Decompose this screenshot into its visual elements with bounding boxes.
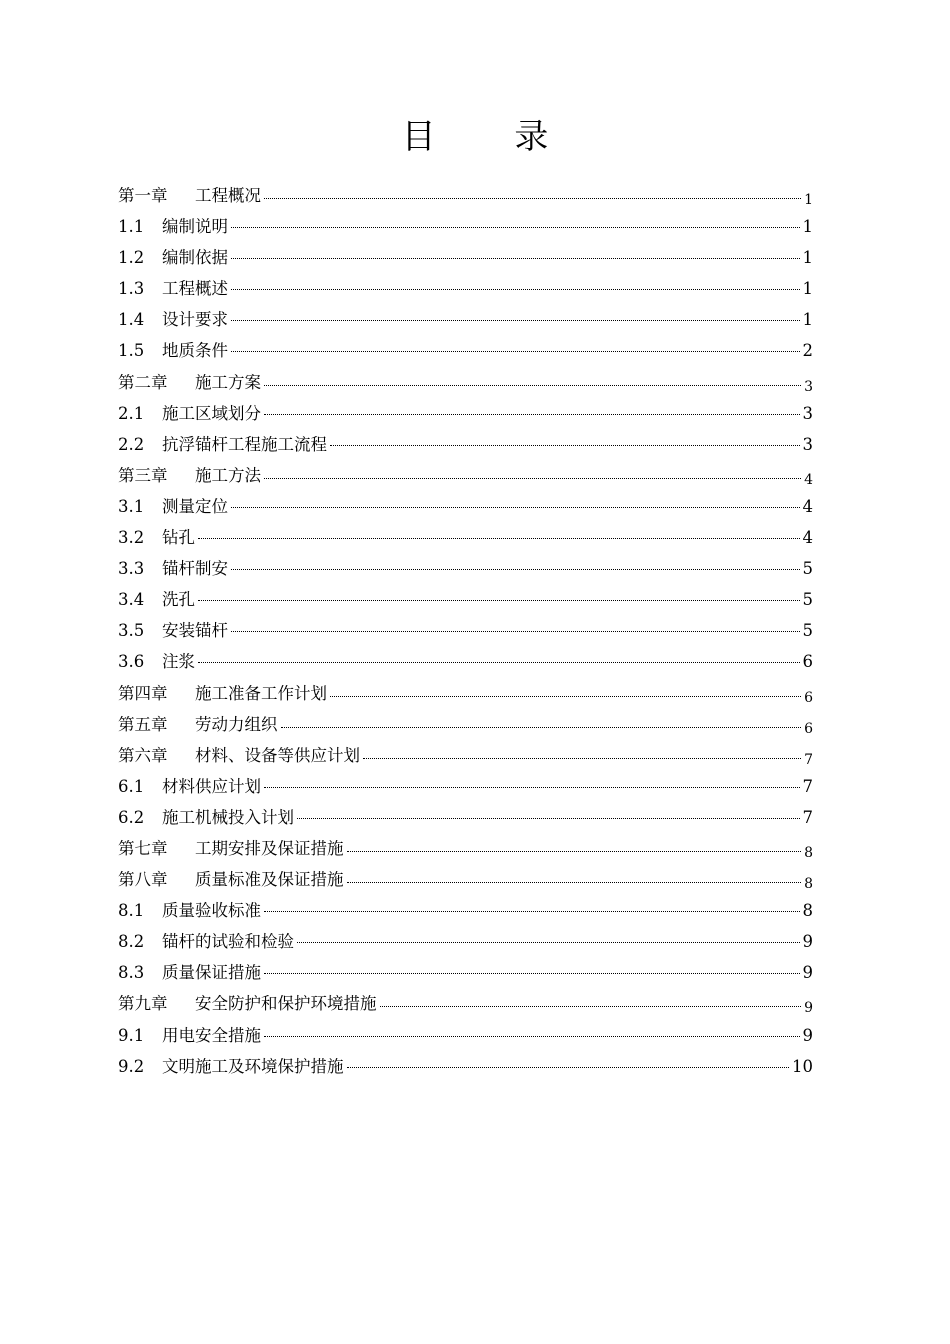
toc-dot-leader <box>264 198 801 199</box>
toc-entry-title: 质量标准及保证措施 <box>195 870 344 890</box>
toc-section-entry[interactable] <box>118 584 813 615</box>
toc-section-entry[interactable] <box>118 398 813 429</box>
toc-page-number: 3 <box>802 434 813 454</box>
toc-chapter-entry[interactable] <box>118 180 813 211</box>
toc-section-entry[interactable] <box>118 335 813 366</box>
toc-page-number: 9 <box>802 963 813 983</box>
toc-entry-title: 安全防护和保护环境措施 <box>195 994 377 1014</box>
toc-entry-number: 第二章 <box>118 372 168 392</box>
toc-page-number: 5 <box>802 590 813 610</box>
toc-entry-number: 8.1 <box>118 901 145 921</box>
toc-entry-number: 3.6 <box>118 652 145 672</box>
toc-dot-leader <box>231 507 800 508</box>
toc-entry-title: 质量保证措施 <box>162 963 261 983</box>
toc-entry-number: 3.4 <box>118 590 145 610</box>
toc-entry-number: 2.2 <box>118 434 145 454</box>
toc-entry-number: 第一章 <box>118 186 168 205</box>
toc-page-number: 1 <box>802 248 813 268</box>
toc-dot-leader <box>347 851 802 852</box>
toc-page-number: 7 <box>804 751 813 768</box>
toc-entry-title: 用电安全措施 <box>162 1025 261 1045</box>
toc-page-number: 8 <box>804 876 813 893</box>
toc-page-number: 6 <box>802 652 813 672</box>
toc-entry-number: 第四章 <box>118 683 168 703</box>
toc-dot-leader <box>198 662 800 663</box>
toc-entry-number: 3.3 <box>118 559 145 579</box>
toc-entry-title: 测量定位 <box>162 496 228 516</box>
toc-page-number: 9 <box>802 932 813 952</box>
toc-entry-number: 8.3 <box>118 963 145 983</box>
toc-dot-leader <box>264 1036 800 1037</box>
toc-entry-title: 材料供应计划 <box>162 776 261 796</box>
toc-chapter-entry[interactable] <box>118 833 813 864</box>
toc-dot-leader <box>380 1006 802 1007</box>
toc-page-number: 3 <box>802 403 813 423</box>
toc-section-entry[interactable] <box>118 1020 813 1051</box>
toc-section-entry[interactable] <box>118 273 813 304</box>
toc-page-number: 4 <box>804 471 813 488</box>
toc-section-entry[interactable] <box>118 491 813 522</box>
toc-entry-title: 施工方案 <box>195 372 261 392</box>
toc-entry-title: 抗浮锚杆工程施工流程 <box>162 434 327 454</box>
toc-dot-leader <box>297 818 800 819</box>
toc-entry-title: 安装锚杆 <box>162 621 228 641</box>
toc-section-entry[interactable] <box>118 522 813 553</box>
toc-page-number: 1 <box>802 279 813 299</box>
toc-page-number: 7 <box>802 776 813 796</box>
toc-entry-title: 施工方法 <box>195 465 261 485</box>
toc-dot-leader <box>330 445 800 446</box>
toc-entry-title: 文明施工及环境保护措施 <box>162 1056 344 1076</box>
toc-entry-number: 第三章 <box>118 465 168 485</box>
toc-page-number: 10 <box>792 1056 813 1076</box>
toc-chapter-entry[interactable] <box>118 740 813 771</box>
toc-section-entry[interactable] <box>118 553 813 584</box>
toc-page-number: 5 <box>802 559 813 579</box>
toc-entry-number: 8.2 <box>118 932 145 952</box>
toc-page-number: 1 <box>802 310 813 330</box>
toc-dot-leader <box>231 351 800 352</box>
toc-entry-title: 质量验收标准 <box>162 901 261 921</box>
toc-chapter-entry[interactable] <box>118 367 813 398</box>
toc-section-entry[interactable] <box>118 926 813 957</box>
toc-entry-number: 2.1 <box>118 403 145 423</box>
page-title: 目 录 <box>401 117 583 157</box>
toc-section-entry[interactable] <box>118 211 813 242</box>
toc-entry-title: 劳动力组织 <box>195 714 278 734</box>
toc-chapter-entry[interactable] <box>118 709 813 740</box>
toc-entry-title: 地质条件 <box>162 341 228 361</box>
toc-section-entry[interactable] <box>118 615 813 646</box>
toc-chapter-entry[interactable] <box>118 864 813 895</box>
toc-section-entry[interactable] <box>118 242 813 273</box>
toc-page-number: 1 <box>804 192 813 208</box>
toc-entry-title: 施工机械投入计划 <box>162 807 294 827</box>
toc-entry-number: 3.2 <box>118 528 145 548</box>
toc-dot-leader <box>264 478 801 479</box>
toc-entry-number: 3.1 <box>118 496 145 516</box>
toc-page-number: 6 <box>804 689 813 706</box>
toc-dot-leader <box>198 600 800 601</box>
toc-entry-title: 编制依据 <box>162 248 228 268</box>
toc-dot-leader <box>264 385 801 386</box>
toc-section-entry[interactable] <box>118 1051 813 1082</box>
toc-dot-leader <box>281 727 802 728</box>
toc-entry-number: 第七章 <box>118 838 168 858</box>
toc-dot-leader <box>347 882 802 883</box>
toc-entry-number: 9.2 <box>118 1056 145 1076</box>
toc-section-entry[interactable] <box>118 646 813 677</box>
toc-page-number: 8 <box>802 901 813 921</box>
toc-entry-number: 3.5 <box>118 621 145 641</box>
toc-page-number: 9 <box>802 1025 813 1045</box>
toc-entry-title: 锚杆制安 <box>162 559 228 579</box>
toc-entry-number: 第八章 <box>118 870 168 890</box>
toc-entry-title: 编制说明 <box>162 217 228 237</box>
table-of-contents <box>118 180 813 1082</box>
toc-entry-title: 施工准备工作计划 <box>195 683 327 703</box>
toc-section-entry[interactable] <box>118 771 813 802</box>
toc-page-number: 6 <box>804 720 813 737</box>
toc-dot-leader <box>231 258 800 259</box>
toc-entry-number: 1.4 <box>118 310 145 330</box>
toc-entry-title: 钻孔 <box>162 528 195 548</box>
toc-page-number: 5 <box>802 621 813 641</box>
toc-entry-title: 工期安排及保证措施 <box>195 838 344 858</box>
toc-dot-leader <box>297 942 800 943</box>
toc-page-number: 2 <box>802 341 813 361</box>
toc-page-number: 7 <box>802 807 813 827</box>
toc-entry-title: 工程概述 <box>162 279 228 299</box>
toc-entry-number: 9.1 <box>118 1025 145 1045</box>
toc-section-entry[interactable] <box>118 895 813 926</box>
toc-entry-number: 第九章 <box>118 994 168 1014</box>
toc-page-number: 4 <box>802 496 813 516</box>
toc-dot-leader <box>231 227 800 228</box>
toc-dot-leader <box>347 1067 790 1068</box>
toc-dot-leader <box>264 973 800 974</box>
toc-section-entry[interactable] <box>118 802 813 833</box>
toc-entry-number: 第五章 <box>118 714 168 734</box>
toc-entry-number: 6.2 <box>118 807 145 827</box>
toc-entry-number: 1.1 <box>118 217 145 237</box>
toc-dot-leader <box>264 911 800 912</box>
toc-entry-number: 1.5 <box>118 341 145 361</box>
toc-page-number: 8 <box>804 844 813 861</box>
toc-entry-title: 施工区域划分 <box>162 403 261 423</box>
toc-entry-title: 工程概况 <box>195 186 261 205</box>
toc-entry-title: 设计要求 <box>162 310 228 330</box>
toc-entry-number: 1.3 <box>118 279 145 299</box>
toc-section-entry[interactable] <box>118 957 813 988</box>
toc-page-number: 9 <box>804 1000 813 1017</box>
toc-page-number: 3 <box>804 378 813 395</box>
toc-entry-number: 1.2 <box>118 248 145 268</box>
toc-dot-leader <box>231 569 800 570</box>
toc-dot-leader <box>231 320 800 321</box>
toc-entry-number: 第六章 <box>118 745 168 765</box>
toc-page-number: 1 <box>802 217 813 237</box>
toc-entry-title: 注浆 <box>162 652 195 672</box>
toc-section-entry[interactable] <box>118 429 813 460</box>
toc-chapter-entry[interactable] <box>118 988 813 1019</box>
toc-dot-leader <box>363 758 801 759</box>
toc-entry-title: 锚杆的试验和检验 <box>162 932 294 952</box>
toc-dot-leader <box>198 538 800 539</box>
toc-dot-leader <box>264 787 800 788</box>
toc-entry-number: 6.1 <box>118 776 145 796</box>
toc-dot-leader <box>231 631 800 632</box>
toc-entry-title: 材料、设备等供应计划 <box>195 745 360 765</box>
toc-entry-title: 洗孔 <box>162 590 195 610</box>
toc-dot-leader <box>231 289 800 290</box>
toc-page-number: 4 <box>802 528 813 548</box>
toc-section-entry[interactable] <box>118 304 813 335</box>
toc-dot-leader <box>330 696 801 697</box>
toc-dot-leader <box>264 414 800 415</box>
toc-chapter-entry[interactable] <box>118 678 813 709</box>
toc-chapter-entry[interactable] <box>118 460 813 491</box>
